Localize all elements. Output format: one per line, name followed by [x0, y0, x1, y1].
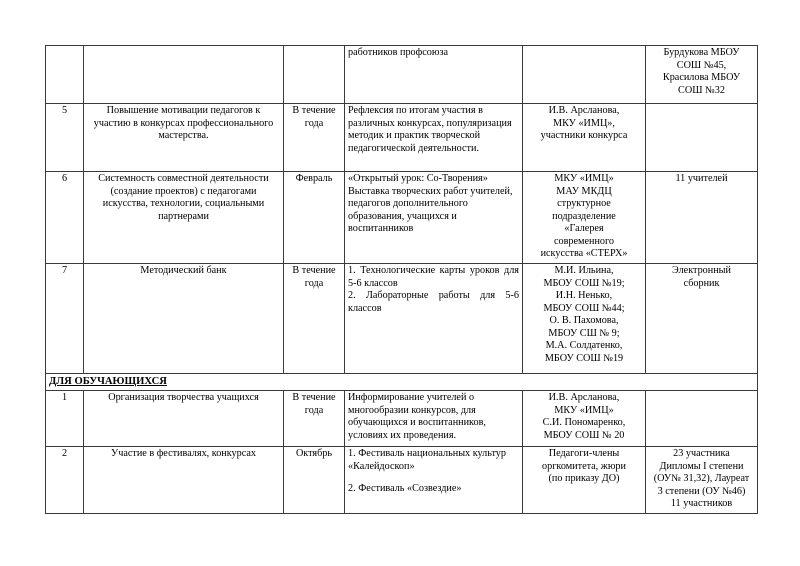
cell-content — [345, 46, 523, 104]
cell-responsible — [523, 391, 646, 447]
cell-result — [646, 46, 758, 104]
cell-number — [46, 46, 84, 104]
cell-responsible — [523, 104, 646, 172]
cell-content — [345, 264, 523, 374]
cell-name — [84, 46, 284, 104]
responsible-line: современного — [553, 235, 615, 247]
responsible-line: «Галерея — [564, 223, 604, 235]
cell-responsible — [523, 46, 646, 104]
result-line: 11 учителей — [675, 173, 728, 184]
result-line: СОШ №45, — [676, 59, 727, 71]
section-header-cell — [46, 374, 758, 391]
result-line: сборник — [683, 277, 720, 289]
content-line: 1. Фестиваль национальных культур «Калейдоскоп» — [348, 448, 506, 472]
cell-content: Информирование учителей о многообразии конкурсов, для обучающихся и воспитанников, условиях их проведения. — [345, 391, 523, 447]
responsible-line: (по приказу ДО) — [548, 473, 620, 485]
responsible-line: МАУ МКДЦ — [556, 185, 612, 197]
responsible-line: И.В. Арсланова, — [548, 105, 620, 116]
responsible-line: МКУ «ИМЦ», — [553, 117, 615, 129]
content-line: 1. Технологические карты уроков для 5-6 классов — [348, 265, 519, 289]
result-line: СОШ №32 — [678, 84, 725, 96]
responsible-line: МБОУ СОШ №19 — [544, 352, 624, 364]
cell-number: 1 — [46, 391, 84, 447]
cell-content: «Открытый урок: Со-Творения» Выставка творческих работ учителей, педагогов дополнительного образования, учащихся и воспитанников — [345, 172, 523, 264]
table-row — [46, 264, 758, 374]
cell-result — [646, 172, 758, 264]
result-line: 11 участников — [670, 498, 733, 510]
cell-result — [646, 447, 758, 514]
responsible-line: участники конкурса — [540, 130, 628, 142]
responsible-line: подразделение — [552, 210, 616, 222]
table-row — [46, 391, 758, 447]
cell-date: Февраль — [284, 172, 345, 264]
cell-date: В течение года — [284, 104, 345, 172]
responsible-line: И.В. Арсланова, — [548, 392, 620, 404]
content-line: 2. Лабораторные работы для 5-6 классов — [348, 290, 519, 314]
content-blank-line — [348, 473, 519, 483]
cell-date — [284, 46, 345, 104]
cell-date: В течение года — [284, 391, 345, 447]
responsible-line: С.И. Пономаренко, — [542, 417, 626, 429]
result-line: Бурдукова МБОУ — [663, 47, 740, 58]
result-line: Красилова МБОУ — [662, 72, 741, 84]
table-body — [46, 46, 758, 514]
cell-responsible — [523, 447, 646, 514]
cell-content — [345, 447, 523, 514]
responsible-line: О. В. Пахомова, — [549, 315, 619, 327]
cell-number: 6 — [46, 172, 84, 264]
cell-date: Октябрь — [284, 447, 345, 514]
result-line: 23 участника — [673, 448, 730, 460]
cell-number: 2 — [46, 447, 84, 514]
cell-result — [646, 391, 758, 447]
cell-name: Организация творчества учащихся — [84, 391, 284, 447]
section-header-label: ДЛЯ ОБУЧАЮЩИХСЯ — [49, 376, 167, 387]
cell-responsible — [523, 172, 646, 264]
table-row — [46, 46, 758, 104]
cell-result — [646, 104, 758, 172]
cell-result — [646, 264, 758, 374]
cell-name: Системность совместной деятельности (создание проектов) с педагогами искусства, технологии, социальными партнерами — [84, 172, 284, 264]
responsible-line: И.Н. Ненько, — [555, 290, 613, 302]
result-line: (ОУ№ 31,32), Лауреат — [653, 473, 750, 485]
cell-number: 7 — [46, 264, 84, 374]
result-line: Дипломы I степени — [659, 460, 744, 472]
section-header-row — [46, 374, 758, 391]
content-line: 2. Фестиваль «Созвездие» — [348, 483, 462, 495]
responsible-line: МБОУ СОШ № 20 — [543, 429, 625, 441]
responsible-line: МКУ «ИМЦ» — [554, 404, 614, 416]
responsible-line: искусства «СТЕРХ» — [540, 248, 628, 260]
table-row — [46, 104, 758, 172]
responsible-line: М.И. Ильина, — [554, 265, 614, 276]
cell-responsible — [523, 264, 646, 374]
cell-content: Рефлексия по итогам участия в различных конкурсах, популяризация методик и практик творческой педагогической деятельности. — [345, 104, 523, 172]
result-line: Электронный — [672, 265, 731, 276]
cell-name: Повышение мотивации педагогов к участию в конкурсах профессионального мастерства. — [84, 104, 284, 172]
content-line: работников профсоюза — [348, 47, 449, 58]
cell-date: В течение года — [284, 264, 345, 374]
responsible-line: М.А. Солдатенко, — [545, 340, 623, 352]
responsible-line: МБОУ СОШ №44; — [543, 302, 625, 314]
responsible-line: МБОУ СОШ №19; — [543, 277, 625, 289]
responsible-line: оргкомитета, жюри — [542, 460, 626, 472]
result-line: 3 степени (ОУ №46) — [657, 485, 746, 497]
activity-plan-table — [45, 45, 758, 514]
table-row — [46, 172, 758, 264]
cell-name: Участие в фестивалях, конкурсах — [84, 447, 284, 514]
table-row — [46, 447, 758, 514]
responsible-line: МКУ «ИМЦ» — [554, 173, 614, 184]
responsible-line: структурное — [557, 198, 611, 210]
responsible-line: Педагоги-члены — [548, 448, 620, 460]
cell-number: 5 — [46, 104, 84, 172]
responsible-line: МБОУ СШ № 9; — [548, 327, 620, 339]
cell-name: Методический банк — [84, 264, 284, 374]
